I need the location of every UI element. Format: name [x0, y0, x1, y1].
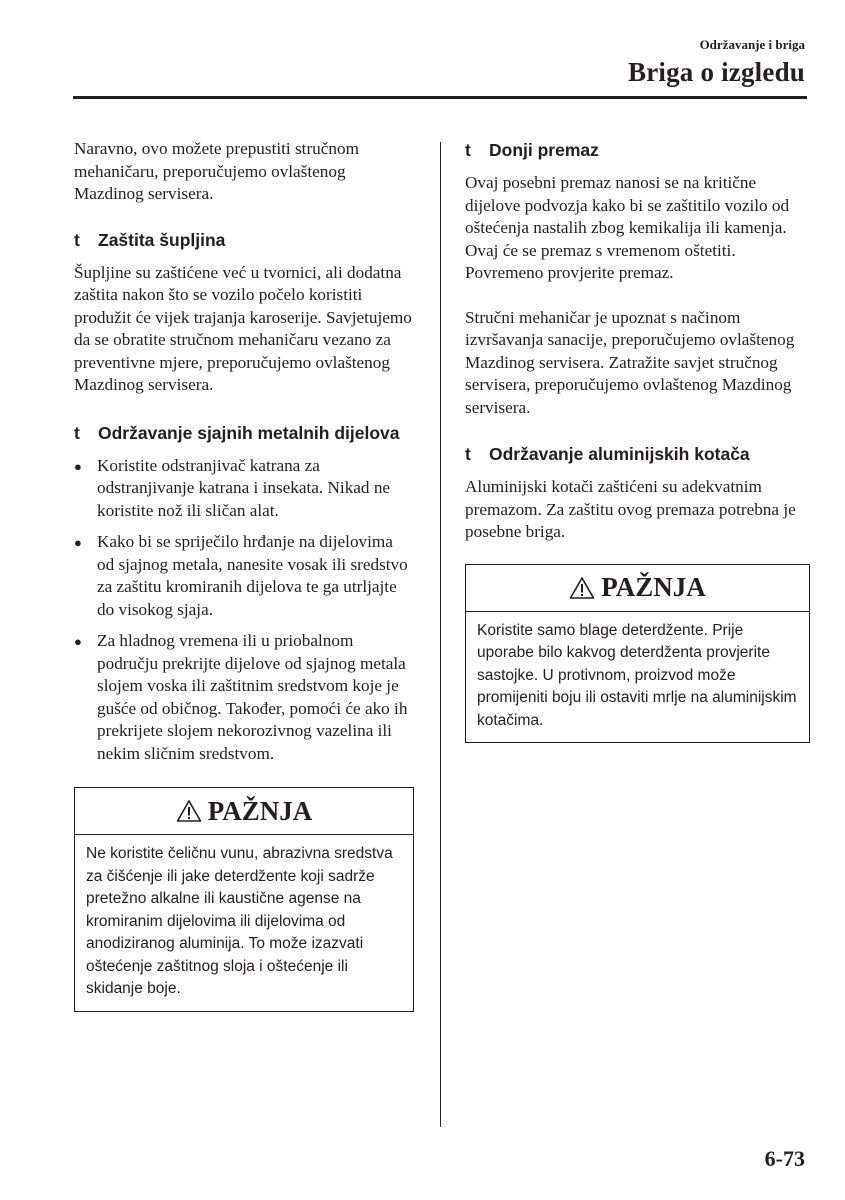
section-bullet-icon: t [74, 229, 80, 250]
warning-triangle-icon [176, 799, 202, 823]
cavities-paragraph: Šupljine su zaštićene već u tvornici, ali dodatna zaštita nakon što se vozilo počelo koristiti produžit će vijek trajanja karoserije. Savjetujemo da se obratite stručnom mehaničaru vezano za preventivne mjere, preporučujemo ovlaštenog Mazdinog servisera. [74, 262, 412, 394]
warning-triangle-icon [569, 576, 595, 600]
bullet-dot-icon: ● [74, 458, 82, 474]
column-divider [440, 142, 441, 1127]
intro-paragraph: Naravno, ovo možete prepustiti stručnom mehaničaru, preporučujemo ovlaštenog Mazdinog servisera. [74, 139, 359, 203]
left-column [74, 138, 414, 1012]
cavities-heading-text: Zaštita šupljina [98, 229, 226, 250]
list-item: ● Za hladnog vremena ili u priobalnom području prekrijte dijelove od sjajnog metala slojem voska ili zaštitnim sredstvom koje je gušće od običnog. Također, pomoći će ako ih prekrijete slojem nekorozivnog vazelina ili nekim sličnim sredstvom. [74, 630, 414, 765]
header-section-label: Održavanje i briga [699, 37, 805, 52]
page-number: 6-73 [764, 1146, 805, 1171]
warning-title: PAŽNJA [601, 572, 706, 602]
undercoat-paragraph-1: Ovaj posebni premaz nanosi se na kritične dijelove podvozja kako bi se zaštitilo vozilo od oštećenja nastalih zbog kemikalija ili kamenja. Ovaj će se premaz s vremenom oštetiti. Povremeno provjerite premaz. [465, 173, 790, 282]
undercoat-paragraph-2: Stručni mehaničar je upoznat s načinom izvršavanja sanacije, preporučujemo ovlaštenog Mazdinog servisera. Zatražite savjet stručnog servisera, preporučujemo ovlaštenog Mazdinog servisera. [465, 307, 795, 417]
right-column [465, 138, 810, 743]
undercoat-heading-text: Donji premaz [489, 140, 599, 160]
warning-header [75, 788, 413, 835]
bullet-dot-icon: ● [74, 634, 82, 649]
wheels-heading [465, 442, 810, 466]
header-rule [73, 96, 807, 99]
warning-title: PAŽNJA [207, 795, 313, 826]
warning-header [466, 565, 809, 612]
bullet-dot-icon: ● [74, 535, 82, 550]
metal-heading [74, 421, 414, 445]
metal-heading-text: Održavanje sjajnih metalnih dijelova [98, 422, 400, 443]
section-bullet-icon: t [74, 422, 80, 443]
warning-text: Koristite samo blage deterdžente. Prije uporabe bilo kakvog deterdženta provjerite sastojke. U protivnom, proizvod može promijeniti boju ili ostaviti mrlje na aluminijskim kotačima. [477, 621, 797, 729]
wheels-paragraph: Aluminijski kotači zaštićeni su adekvatnim premazom. Za zaštitu ovog premaza potrebna je posebne briga. [465, 477, 796, 541]
metal-list [74, 455, 414, 766]
wheels-heading-text: Održavanje aluminijskih kotača [489, 444, 750, 464]
section-bullet-icon: t [465, 140, 471, 160]
page-title: Briga o izgledu [628, 57, 805, 87]
list-item: ● Kako bi se spriječilo hrđanje na dijelovima od sjajnog metala, nanesite vosak ili sredstvo za zaštitu kromiranih dijelova te ga utrljajte do visokog sjaja. [74, 531, 414, 621]
warning-text: Ne koristite čeličnu vunu, abrazivna sredstva za čišćenje ili jake deterdžente koji sadrže pretežno alkalne ili kaustične agense na kromiranim dijelovima ili dijelovima od anodiziranog aluminija. To može izazvati oštećenje zaštitnog sloja i oštećenje ili skidanje boje. [86, 845, 393, 997]
cavities-heading [74, 228, 414, 252]
warning-box-metal [74, 787, 414, 1012]
warning-box-wheels [465, 564, 810, 744]
list-item: ● Koristite odstranjivač katrana za odstranjivanje katrana i insekata. Nikad ne koristite nož ili sličan alat. [74, 455, 414, 523]
undercoat-heading [465, 138, 810, 162]
section-bullet-icon: t [465, 444, 471, 464]
